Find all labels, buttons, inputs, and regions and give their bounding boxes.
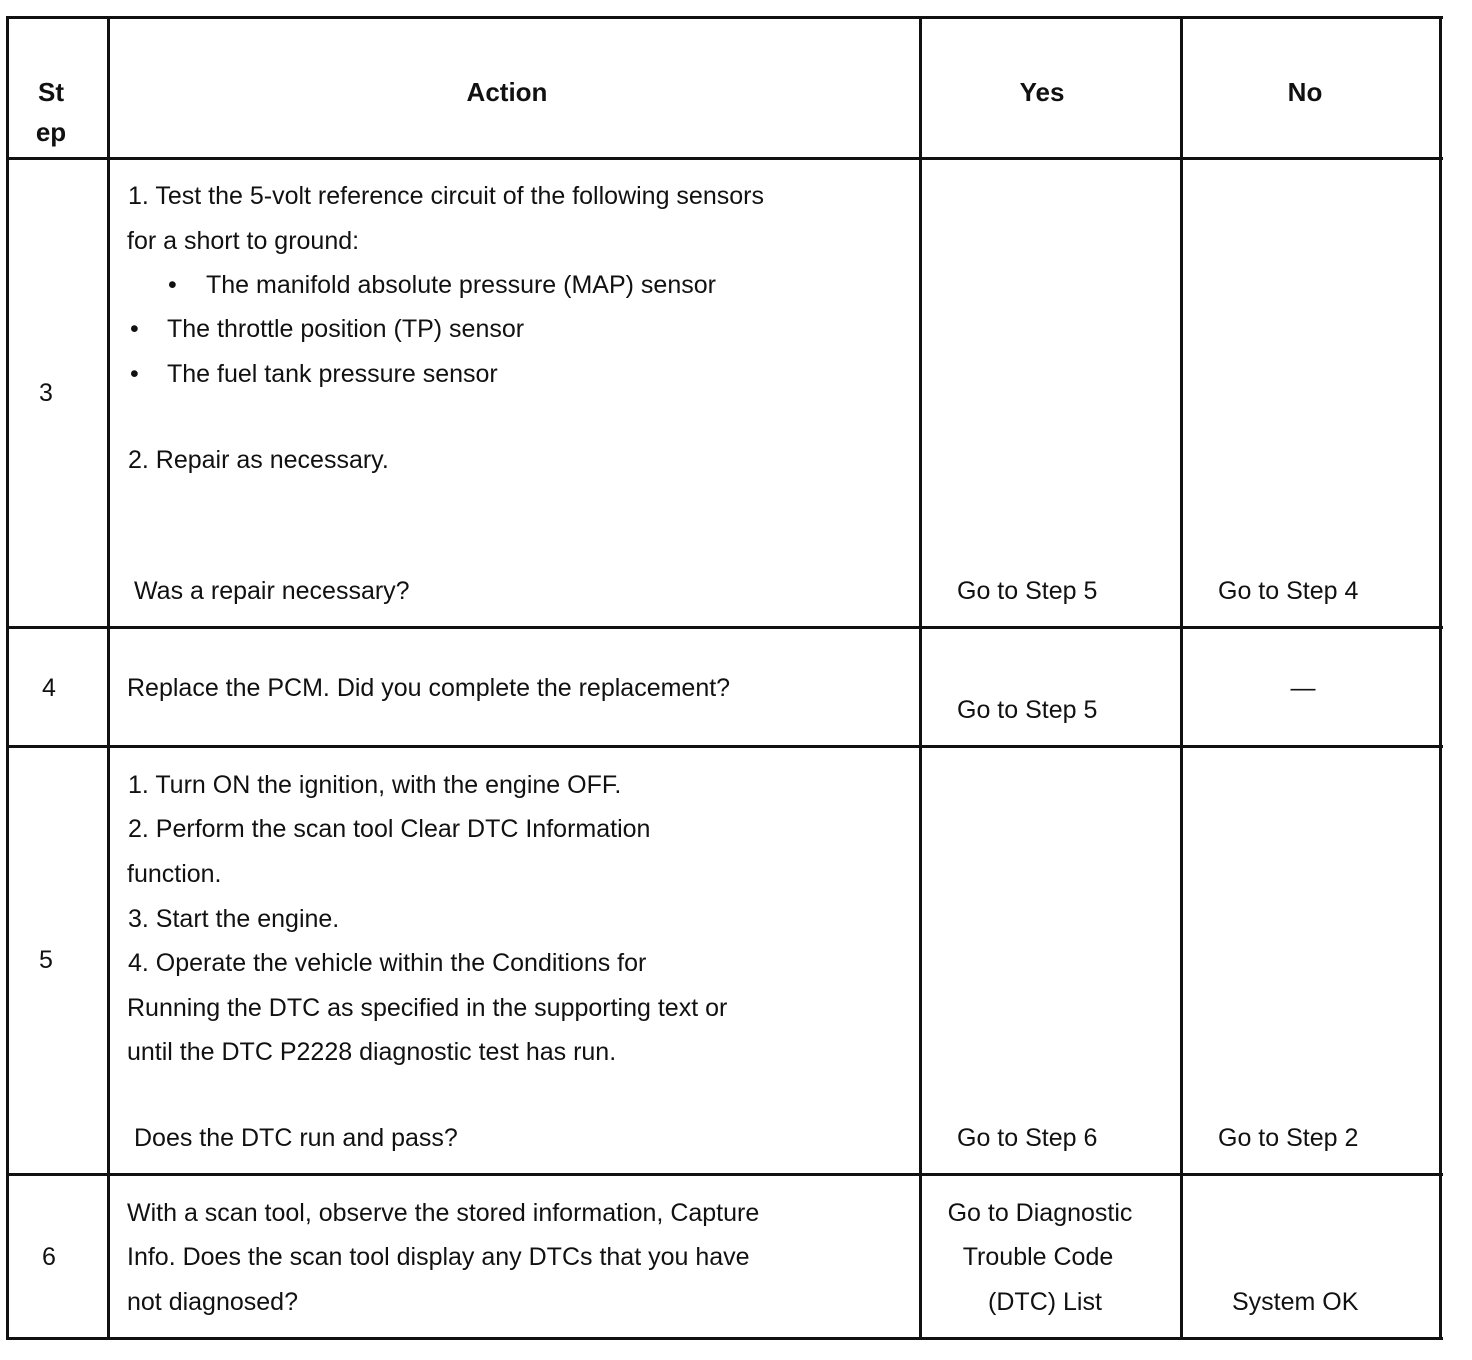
bullet-item: The fuel tank pressure sensor [167,360,498,388]
table-border-top [7,16,1443,19]
row-divider [7,626,1443,629]
action-item: 4. Operate the vehicle within the Conditions for [128,949,647,977]
yes-result: Trouble Code [962,1243,1114,1271]
action-item: 3. Start the engine. [128,905,340,933]
bullet-icon: • [168,271,177,299]
row-divider [7,1173,1443,1176]
row-divider [7,745,1443,748]
header-step-cont: ep [35,117,67,147]
step-number: 6 [42,1243,56,1271]
bullet-icon: • [130,315,139,343]
action-item-cont: Running the DTC as specified in the supporting text or [127,994,728,1022]
action-item-cont: function. [127,860,222,888]
bullet-item: The throttle position (TP) sensor [167,315,525,343]
action-text: Replace the PCM. Did you complete the replacement? [127,674,731,702]
action-item-cont: for a short to ground: [127,227,360,255]
yes-result: (DTC) List [988,1288,1102,1316]
action-item: 1. Test the 5-volt reference circuit of the following sensors [128,182,764,210]
action-text: With a scan tool, observe the stored information, Capture [127,1199,760,1227]
no-result: Go to Step 4 [1218,577,1359,605]
table-border-left [6,16,9,1340]
header-row-divider [7,157,1443,160]
yes-result: Go to Step 5 [957,696,1098,724]
table-border-right [1439,16,1442,1340]
yes-result: Go to Step 5 [957,577,1098,605]
header-yes: Yes [1019,77,1065,107]
header-no: No [1287,77,1323,107]
bullet-item: The manifold absolute pressure (MAP) sensor [206,271,716,299]
column-divider [107,16,110,1340]
step-number: 3 [39,379,53,407]
no-result: System OK [1232,1288,1359,1316]
action-text: not diagnosed? [127,1288,298,1316]
action-item-cont: until the DTC P2228 diagnostic test has run. [127,1038,617,1066]
bullet-icon: • [130,360,139,388]
column-divider [1180,16,1183,1340]
action-question: Does the DTC run and pass? [134,1124,458,1152]
action-item: 2. Perform the scan tool Clear DTC Information [128,815,651,843]
step-number: 4 [42,674,56,702]
action-question: Was a repair necessary? [134,577,410,605]
no-result: — [1290,674,1316,702]
header-action: Action [466,77,548,107]
step-number: 5 [39,946,53,974]
header-step: St [38,77,64,107]
action-text: Info. Does the scan tool display any DTCs that you have [127,1243,750,1271]
yes-result: Go to Diagnostic [947,1199,1133,1227]
column-divider [919,16,922,1340]
table-border-bottom [7,1337,1443,1340]
yes-result: Go to Step 6 [957,1124,1098,1152]
action-item: 1. Turn ON the ignition, with the engine OFF. [128,771,622,799]
action-item: 2. Repair as necessary. [128,446,389,474]
no-result: Go to Step 2 [1218,1124,1359,1152]
